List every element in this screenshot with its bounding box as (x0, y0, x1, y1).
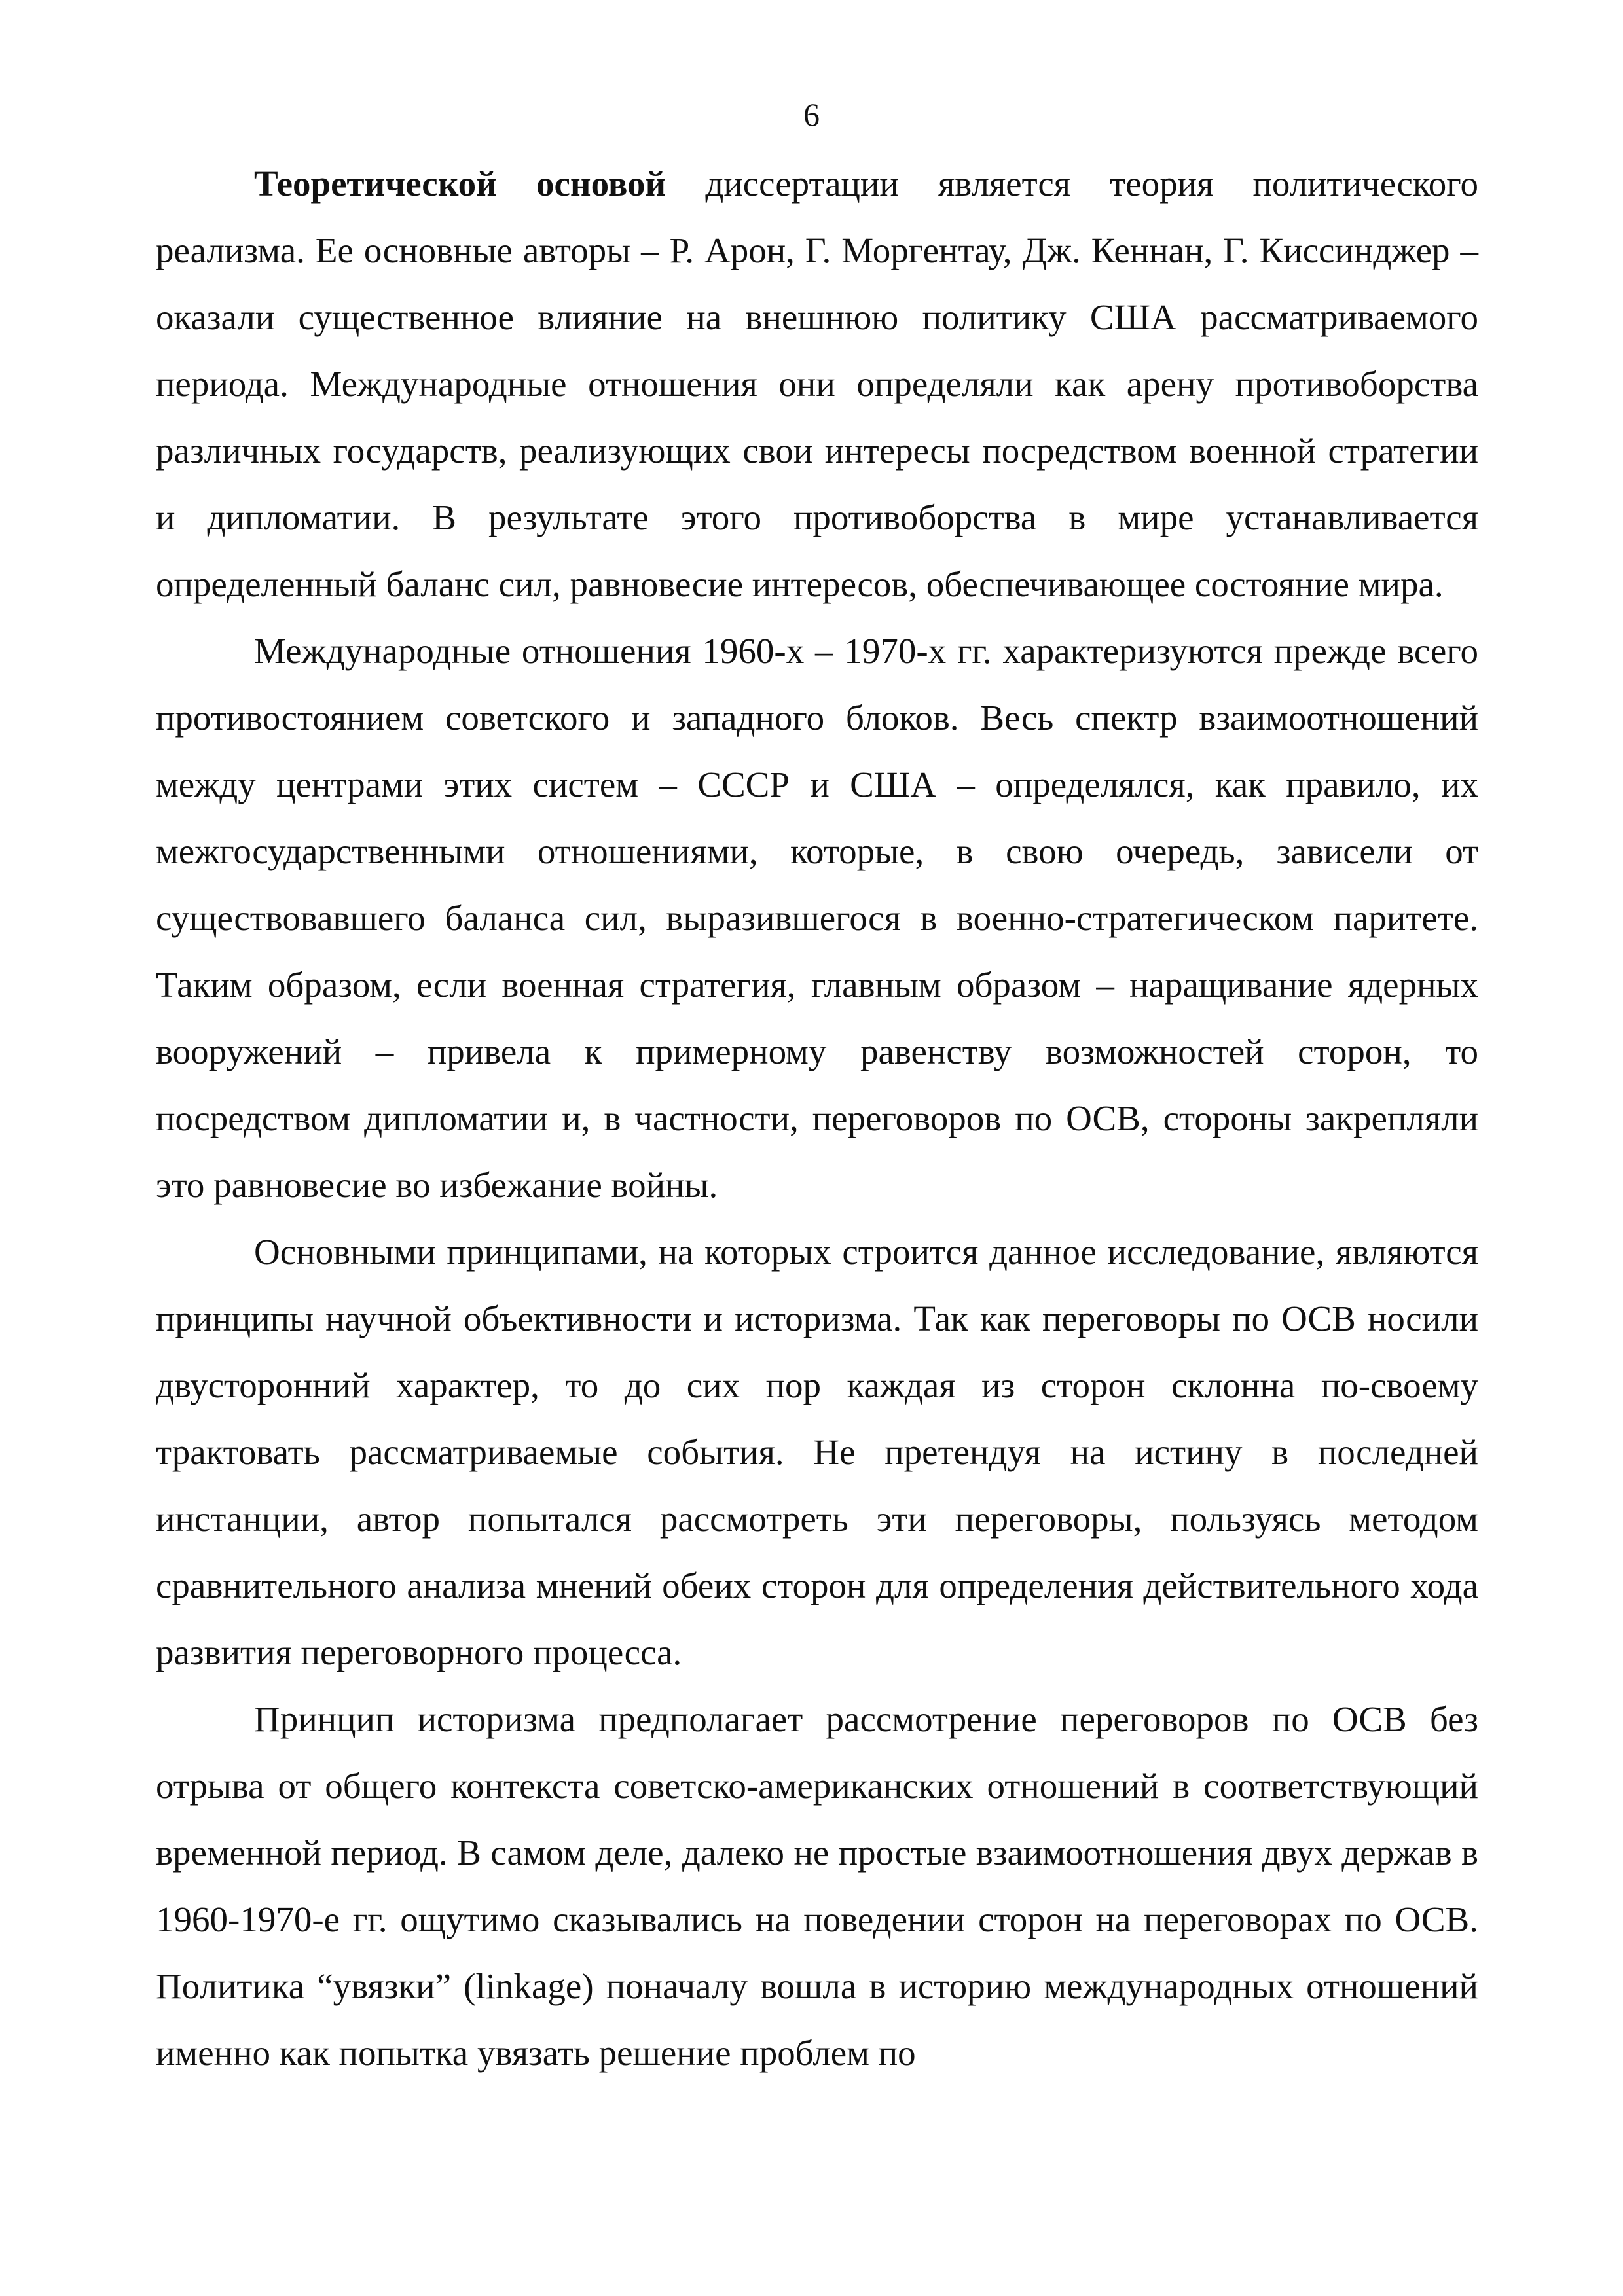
page-number: 6 (803, 96, 820, 133)
body-text (156, 151, 1478, 2087)
paragraph-international-relations: Международные отношения 1960-х – 1970-х гг. характеризуются прежде всего противостоянием советского и западного блоков. Весь спектр взаимоотношений между центрами этих систем – СССР и США – определялся, как правило, их межгосударственными отношениями, которые, в свою очередь, зависели от существовавшего баланса сил, выразившегося в военно-стратегическом паритете. Таким образом, если военная стратегия, главным образом – наращивание ядерных вооружений – привела к примерному равенству возможностей сторон, то посредством дипломатии и, в частности, переговоров по ОСВ, стороны закрепляли это равновесие во избежание войны. (156, 631, 1478, 1205)
paragraph-historicism: Принцип историзма предполагает рассмотрение переговоров по ОСВ без отрыва от общего контекста советско-американских отношений в соответствующий временной период. В самом деле, далеко не простые взаимоотношения двух держав в 1960-1970-е гг. ощутимо сказывались на поведении сторон на переговорах по ОСВ. Политика “увязки” (linkage) поначалу вошла в историю международных отношений именно как попытка увязать решение проблем по (156, 1699, 1478, 2073)
paragraph-theoretical-basis (156, 151, 1478, 618)
bold-lead-term: Теоретической основой (254, 164, 666, 204)
paragraph-principles: Основными принципами, на которых строится данное исследование, являются принципы научной объективности и историзма. Так как переговоры по ОСВ носили двусторонний характер, то до сих пор каждая из сторон склонна по-своему трактовать рассматриваемые события. Не претендуя на истину в последней инстанции, автор попытался рассмотреть эти переговоры, пользуясь методом сравнительного анализа мнений обеих сторон для определения действительного хода развития переговорного процесса. (156, 1232, 1478, 1672)
paragraph-text: диссертации является теория политического реализма. Ее основные авторы – Р. Арон, Г. Моргентау, Дж. Кеннан, Г. Киссинджер – оказали существенное влияние на внешнюю политику США рассматриваемого периода. Международные отношения они определяли как арену противоборства различных государств, реализующих свои интересы посредством военной стратегии и дипломатии. В результате этого противоборства в мире устанавливается определенный баланс сил, равновесие интересов, обеспечивающее состояние мира. (156, 164, 1478, 604)
